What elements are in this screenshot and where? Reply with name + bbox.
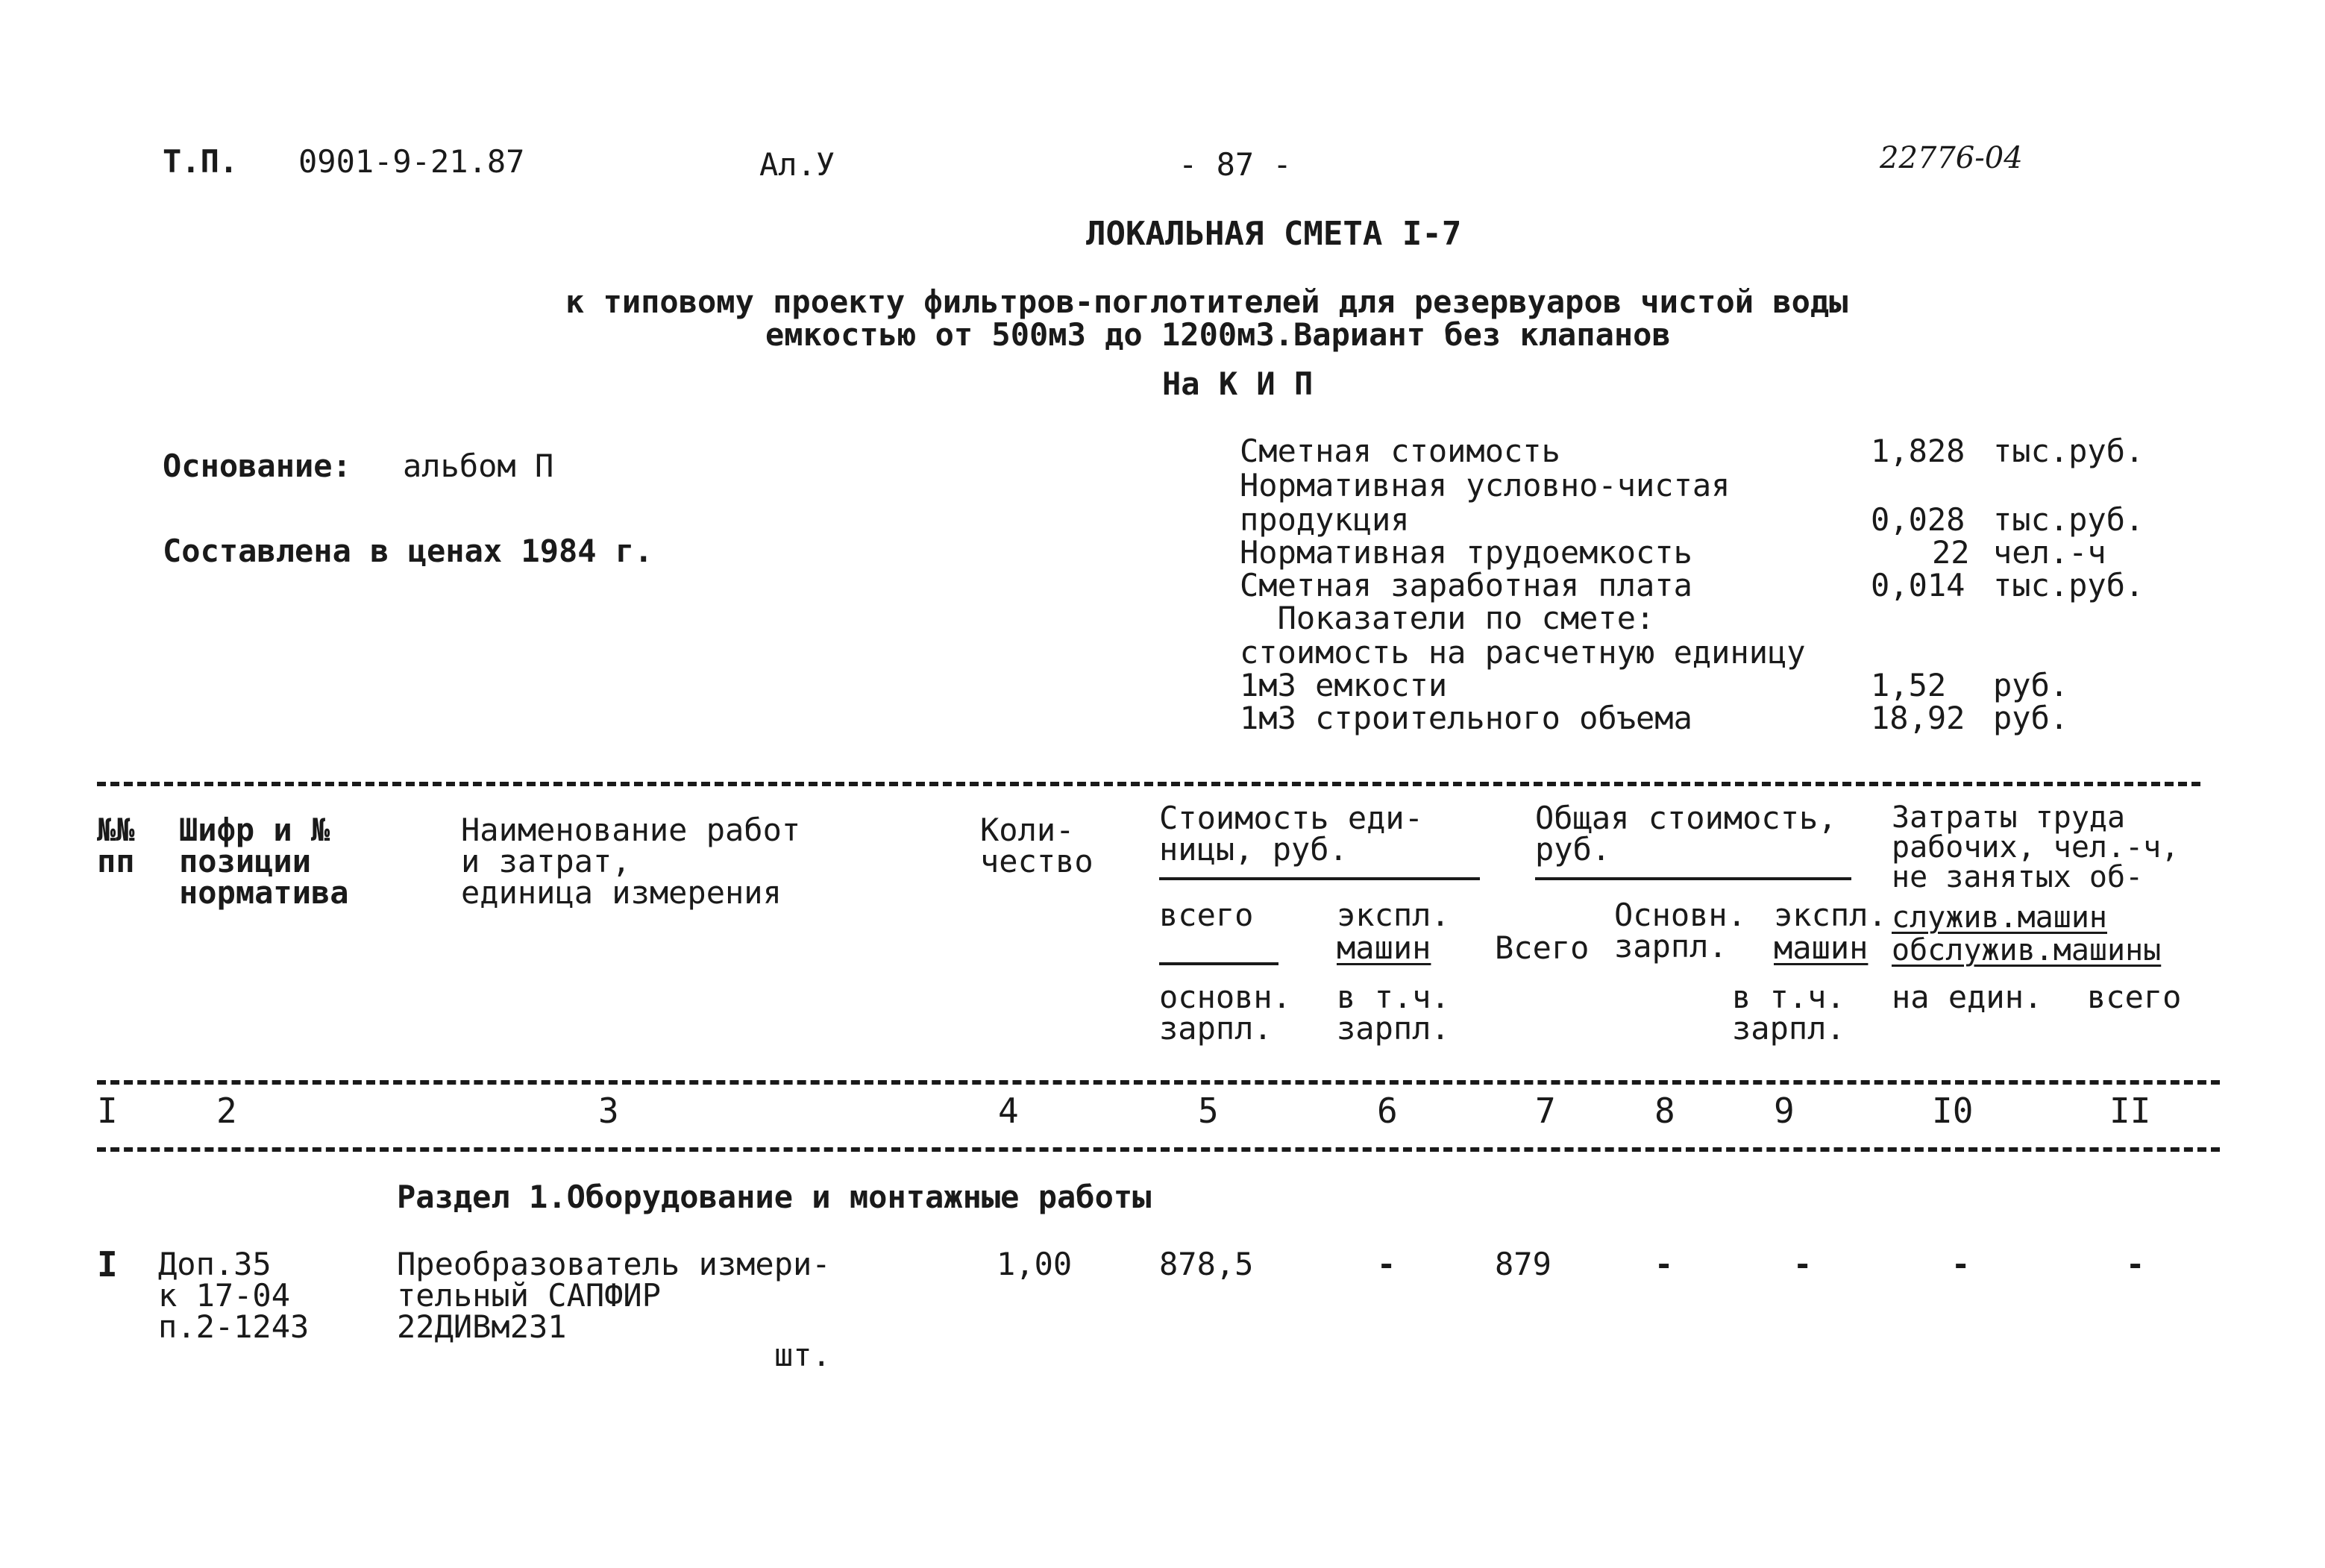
column-number: 2 bbox=[216, 1091, 237, 1131]
row-quantity: 1,00 bbox=[997, 1246, 1073, 1282]
summary-unit: тыс.руб. bbox=[1993, 433, 2144, 469]
header-total-cost: Общая стоимость, руб. bbox=[1535, 800, 1837, 868]
column-number: I bbox=[97, 1091, 118, 1131]
summary-label: 1м3 емкости bbox=[1240, 667, 1448, 703]
summary-value: 1,828 bbox=[1871, 433, 1965, 469]
summary-label: Нормативная трудоемкость bbox=[1240, 534, 1692, 571]
summary-unit: руб. bbox=[1993, 700, 2069, 736]
header-labor-sub1: служив.машин bbox=[1892, 900, 2107, 935]
column-number: I0 bbox=[1932, 1091, 1974, 1131]
row-unit-cost-machines: - bbox=[1377, 1246, 1396, 1282]
summary-label: Показатели по смете: bbox=[1240, 600, 1655, 636]
header-col-4: Коли- чество bbox=[980, 812, 1094, 879]
document-title: ЛОКАЛЬНАЯ СМЕТА I-7 bbox=[1086, 215, 1462, 253]
header-labor-sub2: обслужив.машины bbox=[1892, 933, 2162, 968]
header-col-1: №№ пп bbox=[97, 812, 135, 879]
header-col-5a: всего bbox=[1159, 897, 1254, 933]
summary-value: 18,92 bbox=[1871, 700, 1965, 736]
album-ref: Ал.У bbox=[759, 146, 835, 183]
header-col-11: всего bbox=[2087, 979, 2182, 1015]
title-line-1: к типовому проекту фильтров-поглотителей для резервуаров чистой воды bbox=[565, 283, 1848, 320]
column-number: II bbox=[2109, 1091, 2151, 1131]
header-col-8: Основн. зарпл. bbox=[1614, 897, 1747, 965]
row-labor-total: - bbox=[2126, 1246, 2145, 1282]
unit-cost-rule bbox=[1159, 877, 1480, 880]
header-labor: Затраты труда рабочих, чел.-ч, не занятых об- bbox=[1892, 800, 2180, 894]
header-unit-cost: Стоимость еди- ницы, руб. bbox=[1159, 800, 1424, 868]
row-code: Доп.35 к 17-04 п.2-1243 bbox=[158, 1246, 310, 1345]
header-col-5b: основн. зарпл. bbox=[1159, 979, 1292, 1047]
basis-label: Основание: bbox=[163, 448, 351, 484]
row-unit-cost-total: 878,5 bbox=[1159, 1246, 1254, 1282]
row-unit: шт. bbox=[774, 1337, 831, 1373]
column-number: 4 bbox=[998, 1091, 1019, 1131]
header-col-9b: машин bbox=[1774, 929, 1869, 966]
summary-value: 0,014 bbox=[1871, 567, 1965, 603]
summary-label: стоимость на расчетную единицу bbox=[1240, 634, 1806, 671]
col-5-rule bbox=[1159, 962, 1278, 965]
summary-unit: чел.-ч bbox=[1993, 534, 2106, 571]
header-col-3: Наименование работ и затрат, единица измерения bbox=[461, 812, 801, 911]
header-col-7: Всего bbox=[1495, 929, 1590, 966]
column-numbers-rule bbox=[97, 1147, 2220, 1152]
summary-label: Сметная заработная плата bbox=[1240, 567, 1692, 603]
row-total-cost: 879 bbox=[1495, 1246, 1551, 1282]
summary-value: 22 bbox=[1932, 534, 1970, 571]
summary-label: продукция bbox=[1240, 501, 1410, 538]
summary-label: 1м3 строительного объема bbox=[1240, 700, 1692, 736]
inventory-number: 22776-04 bbox=[1880, 141, 2023, 175]
column-number: 7 bbox=[1535, 1091, 1556, 1131]
header-bottom-rule bbox=[97, 1080, 2220, 1085]
header-col-9c: в т.ч. зарпл. bbox=[1732, 979, 1845, 1047]
total-cost-rule bbox=[1535, 877, 1851, 880]
column-number: 3 bbox=[598, 1091, 619, 1131]
header-col-6c: в т.ч. зарпл. bbox=[1337, 979, 1450, 1047]
header-col-2: Шифр и № позиции норматива bbox=[179, 812, 349, 911]
summary-unit: тыс.руб. bbox=[1993, 567, 2144, 603]
summary-value: 1,52 bbox=[1871, 667, 1947, 703]
title-line-3: На К И П bbox=[1162, 366, 1314, 402]
summary-label: Нормативная условно-чистая bbox=[1240, 467, 1731, 504]
summary-value: 0,028 bbox=[1871, 501, 1965, 538]
row-labor-per-unit: - bbox=[1951, 1246, 1971, 1282]
summary-unit: тыс.руб. bbox=[1993, 501, 2144, 538]
column-number: 8 bbox=[1654, 1091, 1675, 1131]
doc-code: 0901-9-21.87 bbox=[298, 143, 525, 180]
prices-note: Составлена в ценах 1984 г. bbox=[163, 533, 653, 569]
row-total-machines: - bbox=[1793, 1246, 1813, 1282]
column-number: 9 bbox=[1774, 1091, 1795, 1131]
column-number: 6 bbox=[1377, 1091, 1398, 1131]
column-number: 5 bbox=[1198, 1091, 1219, 1131]
row-number: I bbox=[97, 1244, 118, 1285]
header-col-6b: машин bbox=[1337, 929, 1431, 966]
basis-value: альбом П bbox=[403, 448, 554, 484]
summary-unit: руб. bbox=[1993, 667, 2069, 703]
section-title: Раздел 1.Оборудование и монтажные работы bbox=[397, 1179, 1152, 1215]
doc-type: Т.П. bbox=[163, 143, 239, 180]
title-line-2: емкостью от 500м3 до 1200м3.Вариант без клапанов bbox=[765, 316, 1671, 353]
table-top-rule bbox=[97, 782, 2200, 786]
row-total-wages: - bbox=[1654, 1246, 1674, 1282]
page-number: - 87 - bbox=[1179, 146, 1292, 183]
summary-label: Сметная стоимость bbox=[1240, 433, 1560, 469]
header-col-10: на един. bbox=[1892, 979, 2043, 1015]
row-name: Преобразователь измери- тельный САПФИР 22ДИВм231 bbox=[397, 1246, 831, 1345]
header-col-9a: экспл. bbox=[1774, 897, 1887, 933]
header-col-6a: экспл. bbox=[1337, 897, 1450, 933]
